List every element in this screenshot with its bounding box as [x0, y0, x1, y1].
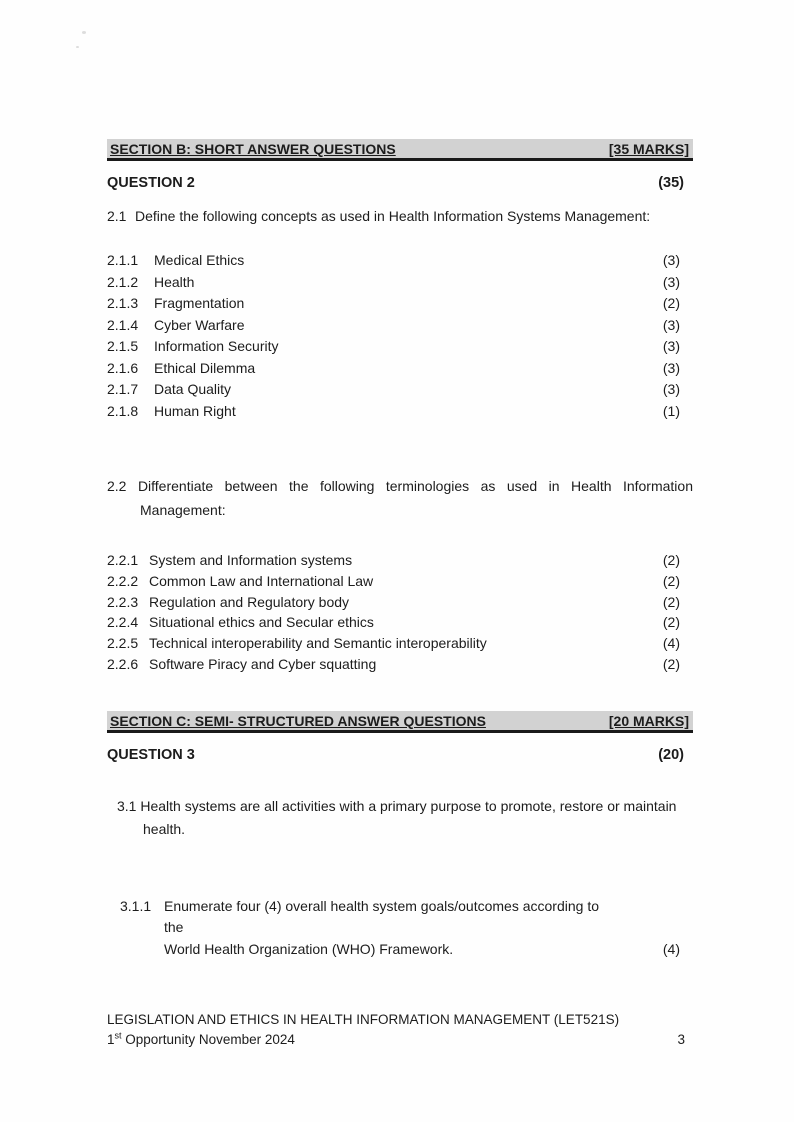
question-2-marks: (35) — [658, 175, 684, 191]
item-number: 2.1.7 — [107, 381, 139, 397]
item-number: 2.1.2 — [107, 273, 139, 290]
item-marks: (2) — [662, 614, 680, 631]
item-label: Technical interoperability and Semantic interoperability — [149, 635, 487, 652]
item-marks: (4) — [662, 635, 680, 652]
question-2-heading — [107, 175, 693, 191]
question-3-1-text: 3.1 Health systems are all activities with a primary purpose to promote, restore or maintain health. — [117, 797, 677, 838]
item-label: Ethical Dilemma — [154, 359, 256, 376]
section-c-title: SECTION C: SEMI- STRUCTURED ANSWER QUESTIONS — [110, 712, 486, 729]
item-label: Health — [154, 273, 195, 290]
scan-artifact — [82, 31, 86, 34]
item-label: Software Piracy and Cyber squatting — [149, 655, 377, 672]
list-item — [107, 654, 693, 675]
item-number: 2.1.6 — [107, 359, 139, 376]
question-2-1-items — [107, 250, 693, 422]
question-2-2-text: Differentiate between the following terminologies as used in Health Information Management: — [137, 478, 693, 518]
list-item — [107, 633, 693, 654]
item-number: 2.1.3 — [107, 295, 139, 311]
item-label: Common Law and International Law — [149, 572, 374, 589]
item-number: 2.2.6 — [107, 655, 139, 672]
list-item — [107, 336, 693, 358]
question-2-1-number: 2.1 — [107, 208, 127, 224]
page-number: 3 — [677, 1031, 685, 1047]
list-item — [107, 379, 693, 401]
question-3-1-1-text: Enumerate four (4) overall health system goals/outcomes according to the World Health Organization (WHO) Framework. — [164, 897, 599, 957]
section-c-header — [107, 711, 693, 733]
item-label: Situational ethics and Secular ethics — [149, 614, 374, 631]
item-marks: (3) — [662, 252, 680, 268]
question-3-1-number: 3.1 — [117, 797, 137, 814]
item-number: 2.1.4 — [107, 316, 139, 333]
item-label: Information Security — [154, 338, 279, 354]
item-marks: (2) — [662, 593, 680, 610]
item-label: Human Right — [154, 402, 236, 419]
item-marks: (3) — [662, 381, 680, 397]
section-b-title: SECTION B: SHORT ANSWER QUESTIONS — [110, 141, 396, 157]
item-number: 2.2.3 — [107, 593, 139, 610]
question-2-1-intro — [107, 208, 693, 224]
item-number: 2.2.4 — [107, 614, 139, 631]
list-item — [107, 612, 693, 633]
list-item — [107, 401, 693, 423]
footer-course-title: LEGISLATION AND ETHICS IN HEALTH INFORMATION MANAGEMENT (LET521S) — [107, 1012, 620, 1027]
item-marks: (2) — [662, 295, 680, 311]
item-label: Regulation and Regulatory body — [149, 593, 350, 610]
item-label: System and Information systems — [149, 552, 353, 568]
question-2-2-items — [107, 550, 693, 675]
question-2-label: QUESTION 2 — [107, 175, 195, 191]
section-b-header — [107, 139, 693, 161]
list-item — [107, 592, 693, 613]
item-label: Cyber Warfare — [154, 316, 245, 333]
item-marks: (2) — [662, 655, 680, 672]
list-item — [107, 571, 693, 592]
list-item — [107, 315, 693, 337]
item-marks: (2) — [662, 552, 680, 568]
item-number: 3.1.1 — [120, 897, 152, 914]
question-2-1-text: Define the following concepts as used in Health Information Systems Management: — [135, 208, 651, 224]
list-item — [107, 293, 693, 315]
item-marks: (3) — [662, 316, 680, 333]
item-number: 2.2.2 — [107, 572, 139, 589]
scan-artifact — [76, 46, 79, 48]
question-3-label: QUESTION 3 — [107, 746, 195, 763]
footer-opportunity: 1st Opportunity November 2024 — [107, 1030, 295, 1047]
item-marks: (4) — [662, 940, 680, 957]
page-content — [107, 0, 693, 960]
item-marks: (3) — [662, 359, 680, 376]
question-3-heading — [107, 747, 693, 763]
question-3-1-1 — [120, 896, 693, 961]
section-c-marks: [20 MARKS] — [608, 712, 689, 729]
question-2-2-number: 2.2 — [107, 478, 127, 494]
item-number: 2.2.5 — [107, 635, 139, 652]
page-footer — [107, 1010, 693, 1049]
item-number: 2.1.1 — [107, 252, 139, 268]
question-3-marks: (20) — [658, 746, 684, 763]
item-number: 2.1.5 — [107, 338, 139, 354]
item-number: 2.1.8 — [107, 402, 139, 419]
item-label: Data Quality — [154, 381, 232, 397]
item-marks: (1) — [662, 402, 680, 419]
list-item — [107, 250, 693, 272]
question-2-2-intro — [107, 475, 693, 522]
item-label: Fragmentation — [154, 295, 245, 311]
list-item — [107, 550, 693, 571]
list-item — [107, 272, 693, 294]
list-item — [107, 358, 693, 380]
item-marks: (3) — [662, 338, 680, 354]
item-number: 2.2.1 — [107, 552, 139, 568]
item-marks: (2) — [662, 572, 680, 589]
section-b-marks: [35 MARKS] — [608, 141, 689, 157]
item-marks: (3) — [662, 273, 680, 290]
item-label: Medical Ethics — [154, 252, 245, 268]
